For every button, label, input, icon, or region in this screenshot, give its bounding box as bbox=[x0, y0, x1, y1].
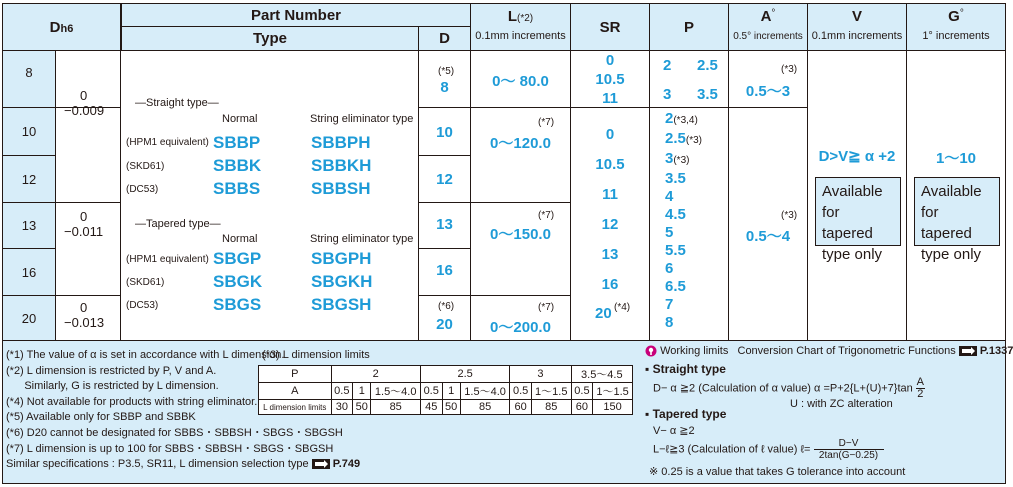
limits-table bbox=[258, 365, 633, 415]
dh6-value: 8 bbox=[25, 64, 33, 80]
d-value: 13 bbox=[436, 216, 453, 233]
material-label: (HPM1 equivalent) bbox=[126, 137, 209, 148]
p-value: 4.5 bbox=[665, 206, 686, 223]
limits-l-value: 85 bbox=[371, 400, 421, 415]
sr-value: 10.5 bbox=[595, 156, 625, 173]
d-note: (*6) bbox=[438, 301, 455, 312]
header-a-label: A° bbox=[760, 8, 776, 25]
material-label: (DC53) bbox=[126, 184, 159, 195]
note-line: (*7) L dimension is up to 100 for SBBS・SBBSH・SBGS・SBGSH bbox=[6, 442, 334, 455]
part-sbbp: SBBP bbox=[213, 133, 261, 152]
part-sbgsh: SBGSH bbox=[311, 295, 372, 314]
part-sbgp: SBGP bbox=[213, 249, 262, 268]
limits-l-label: L dimension limits bbox=[259, 400, 332, 415]
working-limits-icon bbox=[645, 345, 657, 357]
limits-a-value: 1 bbox=[442, 383, 460, 400]
p-value: 3.5 bbox=[665, 170, 686, 187]
tapered-formula-2: L−ℓ≧3 (Calculation of ℓ value) ℓ= $\frac{D-V}{2\tan(G-0.25)}$ bbox=[653, 438, 884, 461]
header-l-increments: 0.1mm increments bbox=[475, 30, 566, 42]
row-divider bbox=[2, 107, 56, 108]
p-value: 2 bbox=[663, 57, 672, 74]
dh6-value: 16 bbox=[21, 264, 37, 280]
sr-value: 11 bbox=[602, 90, 618, 107]
row-divider bbox=[2, 248, 56, 249]
limits-l-value: 85 bbox=[531, 400, 571, 415]
straight-type-title: —Straight type— bbox=[135, 97, 219, 109]
sr-value: 10.5 bbox=[595, 71, 625, 88]
limits-a-value: 0.5 bbox=[331, 383, 353, 400]
row-divider bbox=[418, 155, 471, 156]
part-sbgs: SBGS bbox=[213, 295, 262, 314]
row-divider bbox=[649, 107, 729, 108]
row-divider bbox=[570, 107, 650, 108]
page-ref-icon bbox=[312, 459, 330, 469]
limits-l-value: 50 bbox=[442, 400, 460, 415]
header-p-label: P bbox=[683, 18, 694, 36]
header-type-label: Type bbox=[253, 30, 287, 47]
p-value: 6.5 bbox=[665, 278, 686, 295]
limits-a-value: 0.5 bbox=[571, 383, 593, 400]
l-note: (*7) bbox=[538, 210, 555, 221]
limits-a-value: 0.5 bbox=[510, 383, 532, 400]
sr-value: 0 bbox=[605, 126, 615, 143]
part-sbgkh: SBGKH bbox=[311, 272, 373, 291]
note-line: (*4) Not available for products with string eliminator. bbox=[6, 395, 258, 408]
material-label: (HPM1 equivalent) bbox=[126, 254, 209, 265]
material-label: (DC53) bbox=[126, 300, 159, 311]
header-part-number-label: Part Number bbox=[250, 6, 342, 24]
material-label: (SKD61) bbox=[126, 277, 165, 288]
u-note: U : with ZC alteration bbox=[790, 398, 893, 410]
header-dh6-label: D h6 bbox=[49, 18, 74, 36]
row-divider bbox=[55, 202, 121, 203]
p-value: 2.5 bbox=[697, 57, 718, 74]
limits-a-value: 0.5 bbox=[420, 383, 442, 400]
dh6-value: 10 bbox=[21, 123, 37, 139]
g-tolerance-footnote: ※ 0.25 is a value that takes G tolerance into account bbox=[649, 466, 906, 478]
p-value: 2 bbox=[665, 110, 674, 127]
normal-header: Normal bbox=[222, 233, 258, 245]
note-line: Similarly, G is restricted by L dimension. bbox=[6, 380, 219, 393]
dh6-value: 20 bbox=[21, 310, 37, 326]
row-divider bbox=[418, 295, 471, 296]
header-g-label: G° bbox=[948, 8, 964, 25]
straight-formula: D− α ≧2 (Calculation of α value) α =P+2{L+(U)+7}tan $\frac{A}{2}$ bbox=[653, 376, 924, 400]
l-range: 0～200.0 bbox=[490, 319, 551, 336]
p-value: 7 bbox=[665, 296, 674, 313]
sr-value: 11 bbox=[602, 186, 618, 203]
type-column bbox=[120, 50, 419, 341]
l-range: 0～ 80.0 bbox=[492, 73, 549, 90]
d-value: 20 bbox=[436, 316, 453, 333]
limits-a-value: 1～1.5 bbox=[593, 383, 633, 400]
header-l-label: L(*2) bbox=[507, 8, 534, 25]
p-value: 4 bbox=[665, 188, 674, 205]
row-divider bbox=[470, 202, 571, 203]
limits-title: (*3) L dimension limits bbox=[262, 349, 370, 361]
row-divider bbox=[418, 107, 471, 108]
p-value: 8 bbox=[665, 314, 674, 331]
d-note: (*5) bbox=[438, 66, 455, 77]
part-sbbs: SBBS bbox=[213, 179, 261, 198]
string-header: String eliminator type bbox=[310, 113, 414, 125]
header-g-increments: 1° increments bbox=[922, 30, 990, 42]
part-sbbk: SBBK bbox=[213, 156, 262, 175]
working-limits-line: Working limits Conversion Chart of Trigonometric Functions P.1337 bbox=[645, 345, 1013, 357]
limits-l-value: 50 bbox=[353, 400, 371, 415]
header-d-label: D bbox=[439, 30, 450, 47]
part-sbgph: SBGPH bbox=[311, 249, 372, 268]
row-divider bbox=[2, 202, 56, 203]
p-value: 5 bbox=[665, 224, 674, 241]
p-value: 2.5 bbox=[665, 130, 686, 147]
header-v-label: V bbox=[851, 8, 862, 25]
p-value: 3 bbox=[663, 86, 672, 103]
note-line: (*6) D20 cannot be designated for SBBS・SBBSH・SBGS・SBGSH bbox=[6, 426, 343, 439]
material-label: (SKD61) bbox=[126, 161, 165, 172]
p-list: 2(*3,4) 2.5(*3) 3(*3) 3.5 4 4.5 5 5.5 6 6.5 7 8 bbox=[665, 110, 702, 331]
limits-l-value: 85 bbox=[460, 400, 510, 415]
dh6-value: 12 bbox=[21, 171, 37, 187]
tolerance-value: 0 −0.009 bbox=[64, 88, 105, 118]
part-sbbkh: SBBKH bbox=[311, 156, 372, 175]
straight-type-heading: ▪ Straight type bbox=[645, 362, 726, 376]
limits-a-label: A bbox=[259, 383, 332, 400]
limits-p-group: 2 bbox=[331, 366, 420, 383]
g-available-note: Available for tapered type only bbox=[914, 177, 1000, 246]
tolerance-value: 0 −0.013 bbox=[64, 300, 105, 330]
conversion-page-link[interactable]: P.1337 bbox=[979, 345, 1013, 357]
limits-p-group: 2.5 bbox=[420, 366, 509, 383]
note-line: (*5) Available only for SBBP and SBBK bbox=[6, 411, 196, 424]
header-v-increments: 0.1mm increments bbox=[811, 30, 903, 42]
limits-p-group: 3.5～4.5 bbox=[571, 366, 632, 383]
sr-note: (*4) bbox=[614, 302, 631, 313]
header-a-increments: 0.5° increments bbox=[733, 31, 803, 42]
part-sbbsh: SBBSH bbox=[311, 179, 371, 198]
sr-value: 13 bbox=[601, 246, 619, 263]
row-divider bbox=[470, 295, 571, 296]
note-line: (*2) L dimension is restricted by P, V and A. bbox=[6, 364, 217, 377]
note-line: (*1) The value of α is set in accordance with L dimension. bbox=[6, 349, 285, 361]
similar-specs: Similar specifications : P3.5, SR11, L dimension selection type P.749 bbox=[6, 458, 361, 471]
row-divider bbox=[2, 155, 56, 156]
limits-p-group: 3 bbox=[510, 366, 571, 383]
header-sr-label: SR bbox=[599, 18, 621, 36]
p-value: 3.5 bbox=[697, 86, 718, 103]
v-formula: D>V≧ α +2 bbox=[818, 148, 896, 165]
d-value: 16 bbox=[436, 262, 453, 279]
p-value: 5.5 bbox=[665, 242, 686, 259]
dh6-value: 13 bbox=[21, 217, 37, 233]
tapered-type-title: —Tapered type— bbox=[135, 218, 221, 230]
limits-a-value: 1.5～4.0 bbox=[460, 383, 510, 400]
limits-l-value: 150 bbox=[593, 400, 633, 415]
limits-l-value: 60 bbox=[571, 400, 593, 415]
a-range: 0.5～4 bbox=[745, 228, 791, 245]
tolerance-value: 0 −0.011 bbox=[64, 209, 104, 239]
sr-value: 12 bbox=[601, 216, 619, 233]
v-available-note: Available for tapered type only bbox=[815, 177, 901, 246]
tapered-type-heading: ▪ Tapered type bbox=[645, 407, 727, 421]
row-divider bbox=[55, 295, 121, 296]
part-sbbph: SBBPH bbox=[311, 133, 371, 152]
row-divider bbox=[2, 295, 56, 296]
row-divider bbox=[470, 107, 571, 108]
part-sbgk: SBGK bbox=[213, 272, 263, 291]
sr-value: 0 bbox=[605, 52, 615, 69]
limits-a-value: 1～1.5 bbox=[531, 383, 571, 400]
d-value: 8 bbox=[440, 79, 449, 96]
d-value: 12 bbox=[436, 171, 453, 188]
limits-l-value: 60 bbox=[510, 400, 532, 415]
limits-a-value: 1.5～4.0 bbox=[371, 383, 421, 400]
similar-page-link[interactable]: P.749 bbox=[332, 458, 361, 471]
p-value: 6 bbox=[665, 260, 674, 277]
l-note: (*7) bbox=[538, 302, 555, 313]
limits-a-value: 1 bbox=[353, 383, 371, 400]
row-divider bbox=[418, 248, 471, 249]
p-value: 3 bbox=[665, 150, 674, 167]
normal-header: Normal bbox=[222, 113, 258, 125]
g-range: 1～10 bbox=[935, 150, 977, 167]
sr-value: 20 bbox=[595, 305, 612, 322]
a-note: (*3) bbox=[781, 210, 798, 221]
tapered-formula-1: V− α ≧2 bbox=[653, 425, 695, 437]
l-note: (*7) bbox=[538, 117, 555, 128]
sr-value: 16 bbox=[601, 276, 619, 293]
dh6-column bbox=[2, 50, 56, 341]
l-range: 0～120.0 bbox=[490, 135, 551, 152]
l-range: 0～150.0 bbox=[490, 226, 551, 243]
d-value: 10 bbox=[436, 124, 453, 141]
limits-l-value: 30 bbox=[331, 400, 353, 415]
a-range: 0.5～3 bbox=[745, 83, 791, 100]
row-divider bbox=[728, 107, 808, 108]
row-divider bbox=[418, 202, 471, 203]
page-ref-icon bbox=[959, 346, 977, 356]
a-note: (*3) bbox=[781, 64, 798, 75]
string-header: String eliminator type bbox=[310, 233, 414, 245]
limits-l-value: 45 bbox=[420, 400, 442, 415]
limits-p-label: P bbox=[259, 366, 332, 383]
l-column bbox=[470, 50, 571, 341]
